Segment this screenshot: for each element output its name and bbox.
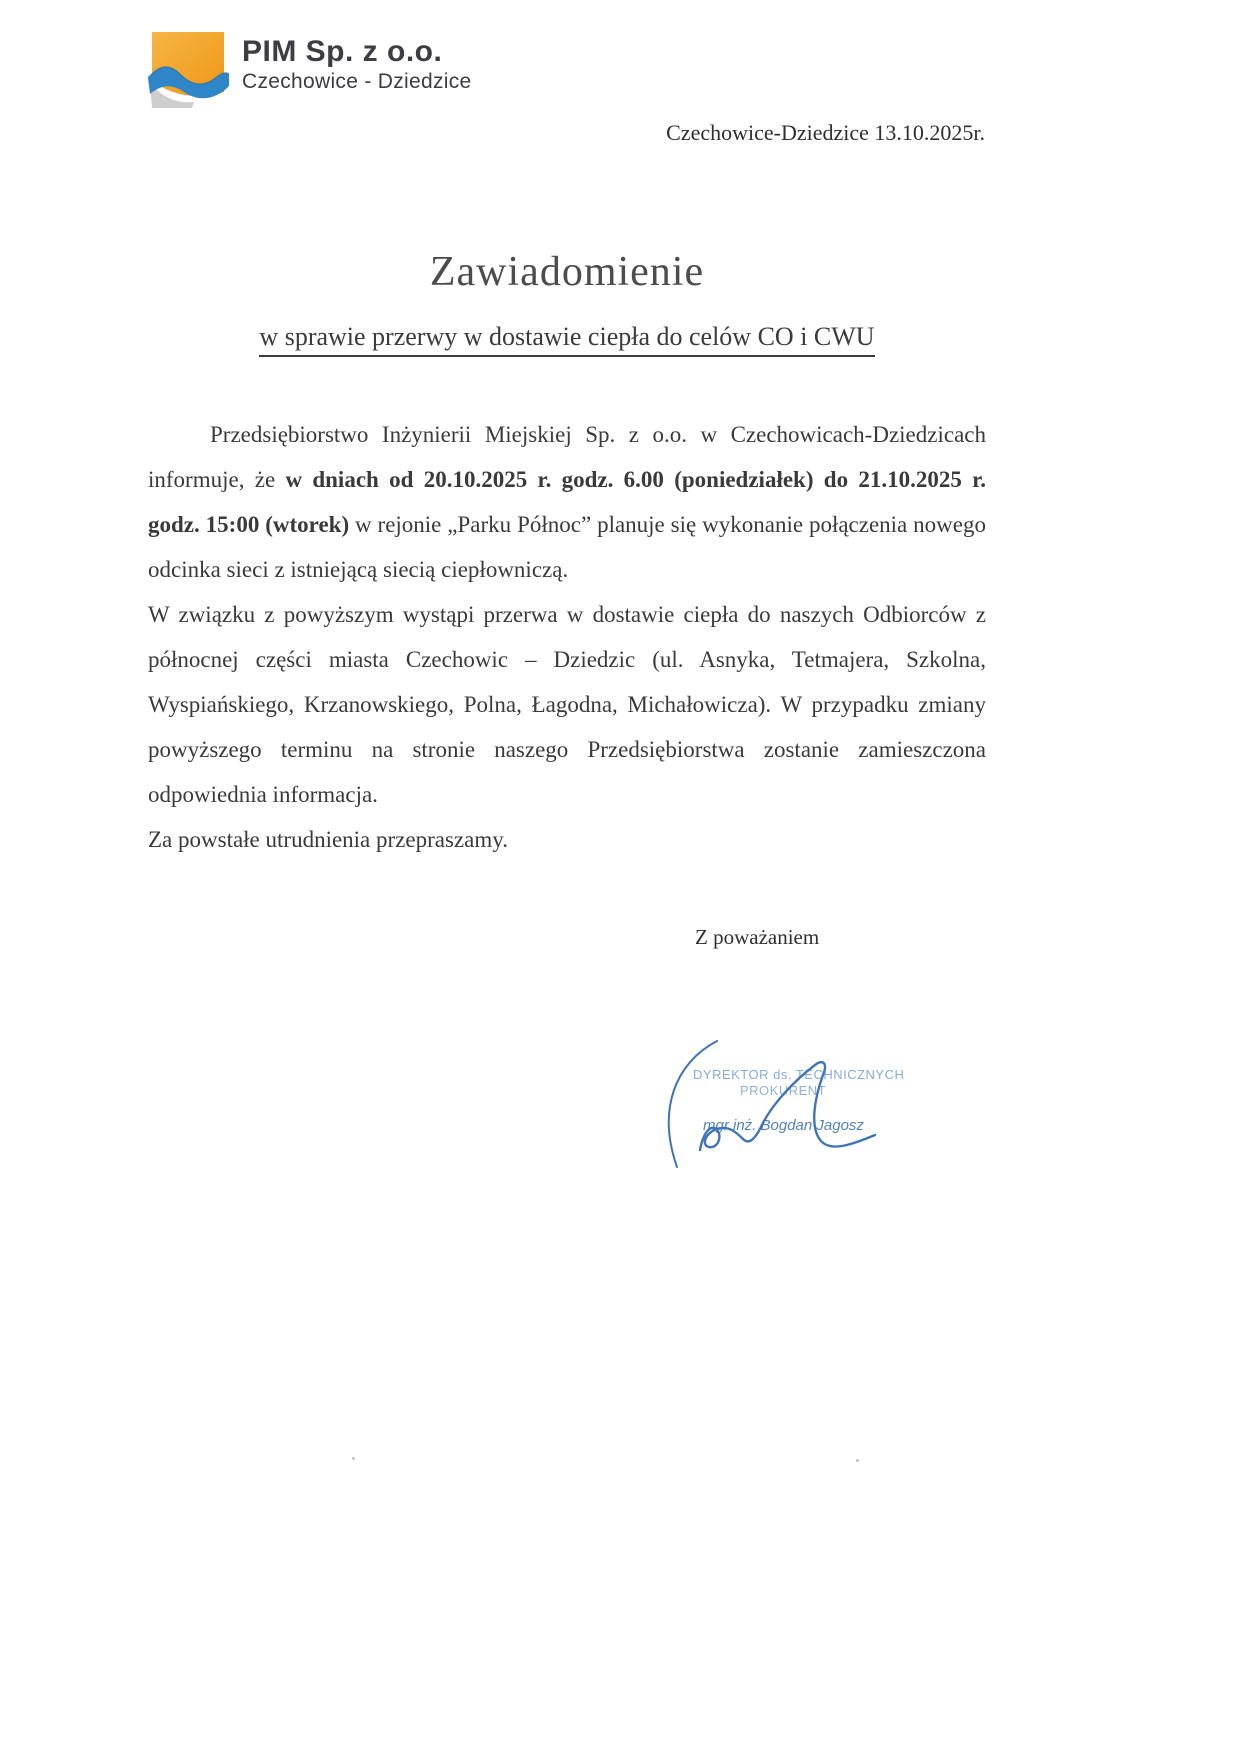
- closing-phrase: Z poważaniem: [695, 925, 820, 949]
- signature-block: [645, 1035, 915, 1195]
- paragraph-1: [148, 412, 986, 592]
- document-title: Zawiadomienie: [429, 249, 705, 295]
- paragraph-1-rest: w rejonie „Parku Północ” planuje się wykonanie połączenia nowego odcinka sieci z istniejącą siecią ciepłowniczą.: [148, 512, 986, 582]
- handwritten-signature-icon: [645, 1035, 915, 1195]
- letter-body: [148, 412, 986, 862]
- paragraph-1-dates-bold: w dniach od 20.10.2025 r. godz. 6.00 (poniedziałek) do 21.10.2025 r. godz. 15:00 (wtorek): [148, 467, 986, 537]
- scan-artifact-dot: [352, 1457, 355, 1460]
- stamp-position-line: DYREKTOR ds. TECHNICZNYCH: [693, 1067, 905, 1082]
- pim-logo-icon: [146, 30, 230, 108]
- logo-city: Czechowice - Dziedzice: [242, 69, 472, 93]
- scan-artifact-dot: [856, 1459, 859, 1462]
- document-subtitle-text: w sprawie przerwy w dostawie ciepła do celów CO i CWU: [259, 322, 874, 357]
- company-logo: [146, 30, 472, 108]
- paragraph-2: W związku z powyższym wystąpi przerwa w dostawie ciepła do naszych Odbiorców z północnej części miasta Czechowic – Dziedzic (ul. Asnyka, Tetmajera, Szkolna, Wyspiańskiego, Krzanowskiego, Polna, Łagodna, Michałowicza). W przypadku zmiany powyższego terminu na stronie naszego Przedsiębiorstwa zostanie zamieszczona odpowiednia informacja.: [148, 602, 986, 807]
- signer-name: mgr inż. Bogdan Jagosz: [703, 1117, 864, 1134]
- place-and-date: Czechowice-Dziedzice 13.10.2025r.: [666, 120, 985, 145]
- paragraph-3: Za powstałe utrudnienia przepraszamy.: [148, 827, 508, 852]
- logo-company-name: PIM Sp. z o.o.: [242, 35, 443, 68]
- document-subtitle: [148, 322, 986, 357]
- stamp-role-line: PROKURENT: [740, 1083, 827, 1098]
- paragraph-1-intro: Przedsiębiorstwo Inżynierii Miejskiej Sp. z o.o. w Czechowicach-Dziedzicach informuje, że: [148, 422, 986, 492]
- logo-text: [242, 30, 472, 94]
